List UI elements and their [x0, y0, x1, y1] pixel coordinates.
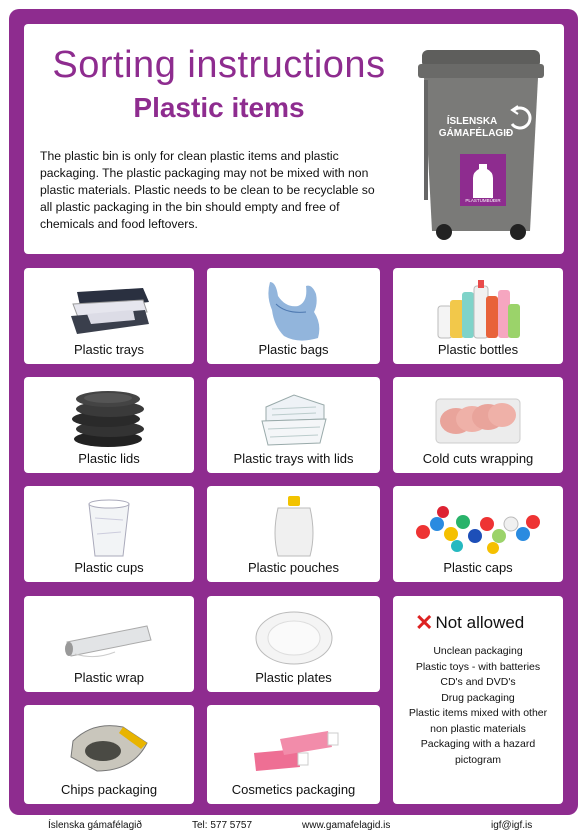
item-card-plastic-lids [24, 377, 194, 473]
not-allowed-item: non plastic materials [430, 722, 526, 735]
bin-brand-line2: GÁMAFÉLAGIÐ [438, 128, 514, 139]
item-card-plastic-caps [393, 486, 563, 582]
item-label: Plastic wrap [73, 670, 145, 685]
page-title: Sorting instructions [52, 44, 386, 86]
item-label: Plastic plates [255, 670, 332, 685]
item-card-cosmetics-packaging [207, 705, 380, 804]
not-allowed-list [393, 644, 563, 768]
item-label: Cold cuts wrapping [422, 451, 534, 466]
plastic-bottles-icon [430, 276, 526, 342]
item-card-cold-cuts-wrapping [393, 377, 563, 473]
chips-bag-icon [63, 713, 155, 779]
item-label: Chips packaging [60, 782, 158, 797]
cold-cuts-icon [432, 385, 524, 451]
not-allowed-item: pictogram [454, 753, 502, 766]
item-card-plastic-trays [24, 268, 194, 364]
not-allowed-item: Plastic items mixed with other [408, 707, 548, 719]
bin-tag: PLASTUMBÚÐIR [465, 198, 501, 203]
wrap-roll-icon [59, 604, 159, 670]
item-card-plastic-cups [24, 486, 194, 582]
item-label: Plastic caps [443, 560, 513, 575]
header-panel [24, 24, 564, 254]
footer-phone: Tel: 577 5757 [192, 820, 253, 831]
not-allowed-heading [415, 610, 524, 636]
cosmetics-tubes-icon [244, 713, 344, 779]
not-allowed-item: Plastic toys - with batteries [415, 660, 541, 673]
item-label: Plastic trays with lids [233, 451, 354, 466]
plastic-trays-icon [63, 276, 155, 342]
not-allowed-item: Drug packaging [441, 691, 515, 704]
caps-icon [413, 494, 543, 554]
item-card-chips-packaging [24, 705, 194, 804]
item-label: Plastic pouches [247, 560, 340, 575]
item-label: Plastic lids [78, 451, 140, 466]
red-x-icon: ✕ [415, 610, 434, 635]
item-card-plastic-wrap [24, 596, 194, 692]
plastic-bag-icon [254, 276, 334, 342]
item-card-plastic-trays-with-lids [207, 377, 380, 473]
not-allowed-item: Packaging with a hazard [420, 738, 536, 750]
not-allowed-item: Unclean packaging [433, 645, 523, 657]
description-text: The plastic bin is only for clean plastic items and plastic packaging. The plastic packaging may not be mixed with non plastic materials. Plastic needs to be clean to be recyclable so all plastic packaging in the bin should empty and free of chemicals and food leftovers. [40, 149, 375, 231]
item-label: Plastic trays [73, 342, 145, 357]
item-label: Cosmetics packaging [231, 782, 356, 797]
item-label: Plastic cups [74, 560, 144, 575]
plastic-bin-icon [416, 46, 546, 246]
footer-website[interactable]: www.gamafelagid.is [302, 820, 391, 831]
item-card-plastic-pouches [207, 486, 380, 582]
item-label: Plastic bags [258, 342, 329, 357]
item-label: Plastic bottles [437, 342, 519, 357]
not-allowed-item: CD's and DVD's [440, 676, 516, 688]
pouch-icon [264, 494, 324, 560]
item-card-plastic-bottles [393, 268, 563, 364]
item-card-plastic-bags [207, 268, 380, 364]
plastic-lids-icon [66, 385, 152, 451]
footer-company: Íslenska gámafélagið [48, 820, 142, 831]
item-card-plastic-plates [207, 596, 380, 692]
footer-email[interactable]: igf@igf.is [491, 820, 533, 831]
not-allowed-panel [393, 596, 563, 804]
plastic-cup-icon [79, 494, 139, 560]
plate-icon [252, 604, 336, 670]
bin-brand-line1: ÍSLENSKA [446, 116, 498, 127]
page-subtitle: Plastic items [133, 92, 305, 123]
not-allowed-title: Not allowed [435, 613, 525, 632]
clamshell-icon [254, 385, 334, 451]
